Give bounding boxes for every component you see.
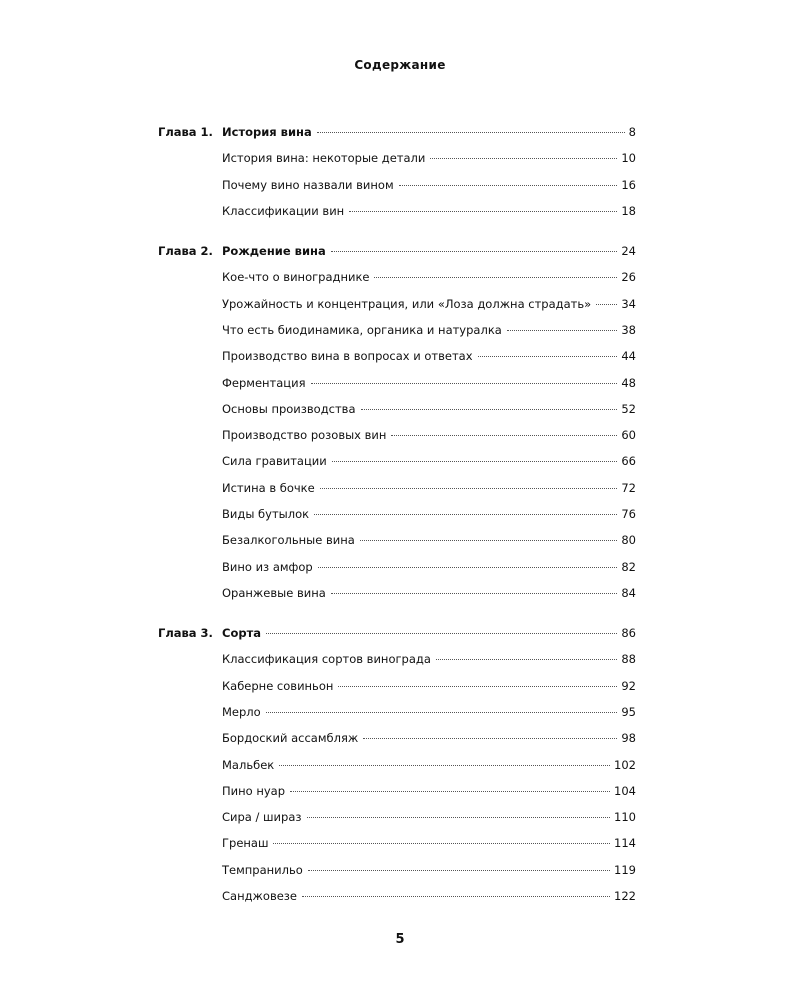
dot-leader (266, 633, 617, 634)
toc-entry-row[interactable] (158, 783, 636, 799)
page-ref: 48 (621, 376, 636, 390)
toc-entry-row[interactable] (158, 269, 636, 285)
dot-leader (317, 132, 625, 133)
page-ref: 72 (621, 481, 636, 495)
dot-leader (430, 158, 617, 159)
dot-leader (507, 330, 618, 331)
page-ref: 84 (621, 586, 636, 600)
toc-entry-row[interactable] (158, 203, 636, 219)
dot-leader (320, 488, 618, 489)
entry-title: Пино нуар (222, 784, 286, 798)
dot-leader (331, 251, 618, 252)
toc-chapter-row[interactable] (158, 243, 636, 259)
dot-leader (302, 896, 610, 897)
toc-entry-row[interactable] (158, 651, 636, 667)
entry-title: История вина: некоторые детали (222, 151, 426, 165)
dot-leader (361, 409, 618, 410)
toc-entry-row[interactable] (158, 322, 636, 338)
dot-leader (307, 817, 611, 818)
page-ref: 114 (614, 836, 636, 850)
entry-title: Сира / шираз (222, 810, 302, 824)
page-ref: 38 (621, 323, 636, 337)
toc-entry-row[interactable] (158, 506, 636, 522)
toc-entry-row[interactable] (158, 757, 636, 773)
dot-leader (478, 356, 618, 357)
page-ref: 8 (628, 125, 636, 139)
entry-title: Мерло (222, 705, 261, 719)
page-title: Содержание (354, 58, 446, 72)
dot-leader (374, 277, 617, 278)
entry-title: Мальбек (222, 758, 275, 772)
page-ref: 18 (621, 204, 636, 218)
dot-leader (436, 659, 617, 660)
chapter-title: История вина (222, 125, 312, 139)
entry-title: Гренаш (222, 836, 269, 850)
page-ref: 92 (621, 679, 636, 693)
entry-title: Что есть биодинамика, органика и натуралка (222, 323, 502, 337)
page-ref: 44 (621, 349, 636, 363)
toc-entry-row[interactable] (158, 480, 636, 496)
page-ref: 98 (621, 731, 636, 745)
entry-title: Безалкогольные вина (222, 533, 355, 547)
toc-entry-row[interactable] (158, 532, 636, 548)
entry-title: Оранжевые вина (222, 586, 326, 600)
dot-leader (279, 765, 610, 766)
dot-leader (332, 461, 618, 462)
toc-entry-row[interactable] (158, 348, 636, 364)
toc-entry-row[interactable] (158, 888, 636, 904)
dot-leader (399, 185, 618, 186)
entry-title: Основы производства (222, 402, 356, 416)
toc-entry-row[interactable] (158, 835, 636, 851)
page-ref: 60 (621, 428, 636, 442)
page-ref: 119 (614, 863, 636, 877)
entry-title: Виды бутылок (222, 507, 310, 521)
page-ref: 110 (614, 810, 636, 824)
toc-chapter-row[interactable] (158, 124, 636, 140)
page-ref: 10 (621, 151, 636, 165)
dot-leader (349, 211, 617, 212)
entry-title: Бордоский ассамбляж (222, 731, 359, 745)
dot-leader (318, 567, 618, 568)
chapter-label: Глава 3. (158, 626, 213, 640)
chapter-label: Глава 1. (158, 125, 213, 139)
entry-title: Истина в бочке (222, 481, 315, 495)
entry-title: Классификация сортов винограда (222, 652, 431, 666)
entry-title: Кое-что о винограднике (222, 270, 370, 284)
dot-leader (331, 593, 618, 594)
entry-title: Сила гравитации (222, 454, 327, 468)
page-ref: 102 (614, 758, 636, 772)
toc-entry-row[interactable] (158, 453, 636, 469)
entry-title: Урожайность и концентрация, или «Лоза должна страдать» (222, 297, 592, 311)
page-ref: 95 (621, 705, 636, 719)
page-ref: 66 (621, 454, 636, 468)
page-ref: 34 (621, 297, 636, 311)
dot-leader (273, 843, 610, 844)
chapter-title: Рождение вина (222, 244, 326, 258)
toc-entry-row[interactable] (158, 296, 636, 312)
entry-title: Производство розовых вин (222, 428, 387, 442)
dot-leader (314, 514, 617, 515)
page-ref: 76 (621, 507, 636, 521)
dot-leader (391, 435, 617, 436)
page-ref: 24 (621, 244, 636, 258)
dot-leader (338, 686, 617, 687)
entry-title: Вино из амфор (222, 560, 313, 574)
dot-leader (311, 383, 618, 384)
entry-title: Санджовезе (222, 889, 297, 903)
dot-leader (290, 791, 610, 792)
toc-entry-row[interactable] (158, 862, 636, 878)
page-ref: 104 (614, 784, 636, 798)
entry-title: Производство вина в вопросах и ответах (222, 349, 473, 363)
toc-entry-row[interactable] (158, 704, 636, 720)
toc-entry-row[interactable] (158, 150, 636, 166)
toc-entry-row[interactable] (158, 401, 636, 417)
toc-chapter-row[interactable] (158, 625, 636, 641)
page-ref: 52 (621, 402, 636, 416)
toc-entry-row[interactable] (158, 375, 636, 391)
entry-title: Ферментация (222, 376, 306, 390)
toc-entry-row[interactable] (158, 559, 636, 575)
dot-leader (363, 738, 617, 739)
chapter-title: Сорта (222, 626, 261, 640)
dot-leader (266, 712, 618, 713)
toc-entry-row[interactable] (158, 678, 636, 694)
toc-entry-row[interactable] (158, 730, 636, 746)
dot-leader (308, 870, 610, 871)
page-ref: 80 (621, 533, 636, 547)
dot-leader (360, 540, 618, 541)
page-ref: 88 (621, 652, 636, 666)
toc-entry-row[interactable] (158, 427, 636, 443)
entry-title: Почему вино назвали вином (222, 178, 394, 192)
page-ref: 16 (621, 178, 636, 192)
page-ref: 86 (621, 626, 636, 640)
dot-leader (596, 304, 617, 305)
chapter-label: Глава 2. (158, 244, 213, 258)
entry-title: Классификации вин (222, 204, 345, 218)
entry-title: Каберне совиньон (222, 679, 334, 693)
page-ref: 122 (614, 889, 636, 903)
entry-title: Темпранильо (222, 863, 303, 877)
page-ref: 82 (621, 560, 636, 574)
page-number: 5 (395, 932, 405, 947)
toc-entry-row[interactable] (158, 177, 636, 193)
page-ref: 26 (621, 270, 636, 284)
toc-entry-row[interactable] (158, 809, 636, 825)
toc-entry-row[interactable] (158, 585, 636, 601)
